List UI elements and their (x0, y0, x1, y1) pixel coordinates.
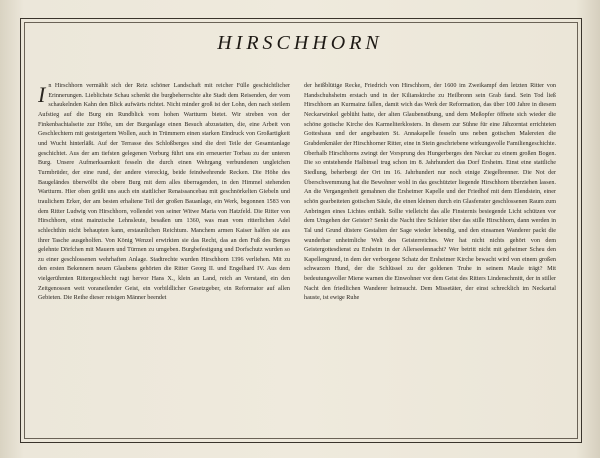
left-column-body: n Hirschhorn vermählt sich der Reiz schöner Landschaft mit reicher Fülle geschichtlicher Erinnerungen. Lieblichste Schau schenkt die burgbeherrschte alte Stadt dem Reisenden, der vom schaukelnden Kahn den Blick aufwärts richtet. Nicht minder groß ist der Lohn, den nach steilem Aufstieg auf die Burg ein Rundblick vom hohen Wartturm bietet. Wir streben von der Finkenbachtalseite zur Höhe, um der Burganlage einen Besuch abzustatten, die, eine Arbeit von Geschlechtern mit gesteigertem Wollen, auch in Trümmern einen starken Eindruck von Großartigkeit und Wucht hinterläßt. Auf der Terrasse des Schloßberges sind die drei Teile der Gesamtanlage geschichtet. Aus der am tiefsten gelegenen Vorburg führt uns ein erneuerter Torbau zu der unteren Burg. Unsere Aufmerksamkeit fesseln die durch einen Wehrgang verbundenen ungleichen Turmbrüder, der eine rund, der andere viereckig, beide feindwehrende Recken. Die Höhe des Baugeländes überwölbt die obere Burg mit dem alles überragenden, in den Himmel stehenden Wartturm. Hier oben grüßt uns auch ein stattlicher Renaissancebau mit geschnörkelten Giebeln und traulichem Erker, der am besten erhaltene Teil der großen Bauanlage, ein Werk, begonnen 1583 von dem Ritter Ludwig von Hirschhorn, vollendet von seiner Witwe Maria von Hatzfeld. Die Ritter von Hirschhorn, einst mainzische Lehnsleute, besaßen um 1360, was man vom ritterlichen Adel schlechthin nicht behaupten kann, erstaunlichen Reichtum. Manchem armen Kaiser halfen sie aus ihrer Tasche ausgeholfen. Von König Wenzel erwirkten sie das Recht, das an den Fuß des Berges gelehnte Dörfchen mit Mauern und Türmen zu umgeben. Burgbefestigung und Dorfschutz wurden so zu einer geschlossenen wehrhaften Anlage. Stadtrechte wurden Hirschhorn 1396 verliehen. Mit zu den ersten Bekennern neuen Glaubens gehörten die Ritter Georg II. und Engelhard IV. Aus dem vielgerühmten Rittergeschlecht ragt hervor Hans X., klein an Land, reich an Verstand, ein den Zeitgenossen weit voraneilender Geist, ein vorbildlicher Gesetzgeber, ein Reformator auf allen Gebieten. Die Reihe dieser reisigen Männer beendet (38, 83, 290, 302)
right-column-body: der heißblütige Recke, Friedrich von Hirschhorn, der 1600 im Zweikampf den letzten Ritter von Handschuhsheim erstach und in der Kilianskirche zu Heilbronn sein Grab fand. Sein Tod ließ Hirschhorn an Kurmainz fallen, damit wich das Werk der Reformation, das über 100 Jahre in diesem Neckarwinkel geblüht hatte, der alten Glaubensübung, und dem Meßopfer öffnete sich wieder die schöne gotische Kirche des Karmeliterklosters. In diesem zur Sühne für eine Jähzorntat errichteten Gotteshaus und der angebauten St. Annakapelle fesseln uns neben gotischen Malereien die Grabdenkmäler der Hirschhorner Ritter, eine in Stein geschriebene wirkungsvolle Familiengeschichte. Oberhalb Hirschhorns zwingt der Vorsprung des Hungerberges den Neckar zu einem großen Bogen. Die so entstehende Halbinsel trug schon im 8. Jahrhundert das Dorf Ersheim. Einst eine stattliche Siedlung, beherbergt der Ort im 16. Jahrhundert nur noch einige Ziegelbrenner. Die Not der Überschwemmung hat die Bewohner wohl in das geschützter liegende Hirschhorn überziehen lassen. An die Vergangenheit gemahnen die Ersheimer Kapelle und der Friedhof mit dem Elendstein, einer schön gearbeiteten gotischen Säule, die einen kleinen durch ein Glasfenster geschlossenen Raum zum Anbringen eines Lichtes enthält. Sollte vielleicht das alle Finsternis besiegende Licht schützen vor dem Umgehen der Geister? Senkt die Nacht ihre Schleier über das stille Hirschhorn, dann werden in Tal und Grund düstere Gestalten der Sage wieder lebendig, und den einsamen Wanderer packt die wunderbar unheimliche Welt des Geisterreiches. Wer hat nicht nichts gehört von dem Geistergottesdienst zu Ersheim in der Allerseelennacht? Wer betritt nicht mit geheimer Scheu den Kapellengrund, in dem der verborgene Schatz der Ersheimer Kirche bewacht wird von einem großen schwarzen Hund, der die Schlüssel zu der goldenen Truhe in seinem Maule trägt? Mit bedeutungsvoller Miene warnen die Einwohner vor dem Geist des Ritters Lindenschmitt, der in stiller Nacht den friedlichen Wanderer heimsucht. Dem Missetäter, der einst schrecklich im Neckartal hauste, ist ewige Ruhe (304, 83, 556, 302)
page-title: HIRSCHHORN (217, 32, 383, 54)
left-text-column (38, 82, 290, 422)
drop-cap: I (38, 82, 46, 107)
right-text-column (304, 82, 556, 422)
